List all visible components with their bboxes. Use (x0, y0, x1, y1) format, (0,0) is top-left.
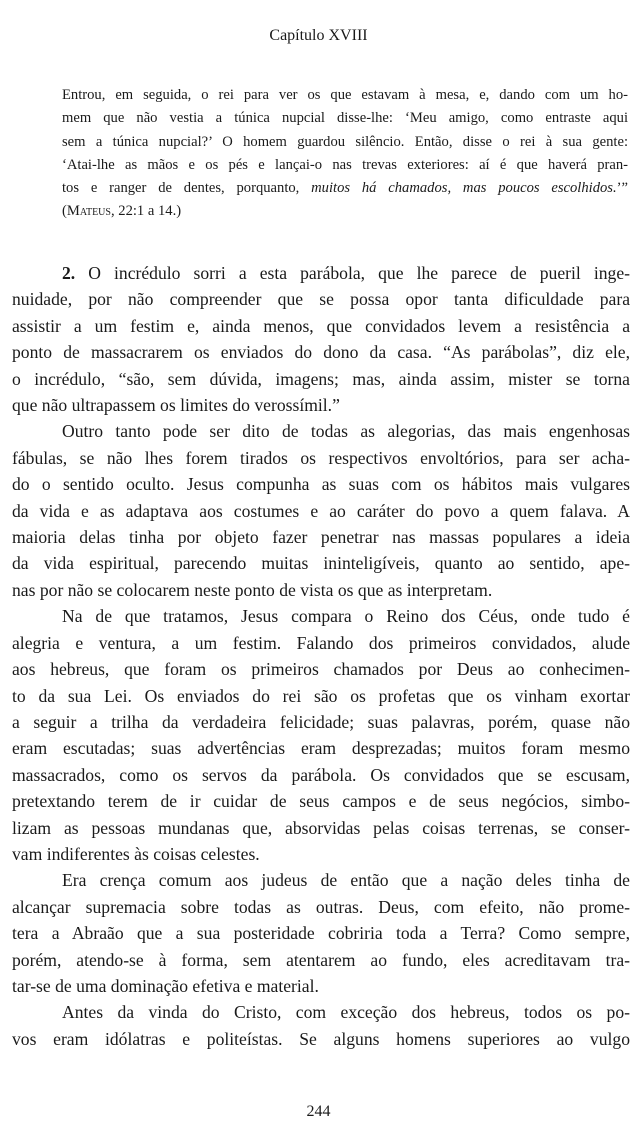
paragraph-number: 2. (62, 263, 76, 283)
paragraph-5-line: Era crença comum aos judeus de então que a nação deles tinha de (62, 870, 630, 891)
paragraph-4-line: lizam as pessoas mundanas que, absorvidas pelas coisas terrenas, se conser- (12, 817, 630, 838)
paragraph-text: O incrédulo sorri a esta parábola, que lhe parece de pueril inge- (75, 263, 630, 283)
paragraph-3-line: do o sentido oculto. Jesus compunha as suas com os hábitos mais vulgares (12, 474, 630, 495)
paragraph-3-line: nas por não se colocarem neste ponto de vista os que as interpretam. (12, 579, 493, 600)
paragraph-4-line: alegria e ventura, a um festim. Falando dos primeiros convidados, alude (12, 632, 630, 653)
body-text (12, 260, 630, 1052)
quote-reference (62, 200, 628, 223)
reference-book: Mateus (66, 203, 111, 220)
paragraph-4-line: massacrados, como os servos da parábola. Os convidados que se escusam, (12, 764, 630, 785)
paragraph-2-line: que não ultrapassem os limites do verossímil.” (12, 395, 340, 416)
paragraph-3-line: maioria delas tinha por objeto fazer penetrar nas massas populares a ideia (12, 527, 630, 548)
paragraph-5-line: alcançar supremacia sobre todas as outras. Deus, com efeito, não prome- (12, 896, 630, 917)
paragraph-4-line: a seguir a trilha da verdadeira felicidade; suas palavras, porém, quase não (12, 711, 630, 732)
quote-line: ‘Atai-lhe as mãos e os pés e lançai-o nas trevas exteriores: aí é que haverá pran- (62, 156, 628, 173)
quote-closing-marks: ’” (616, 180, 628, 197)
paragraph-4-line: pretextando terem de ir cuidar de seus campos e de seus negócios, simbo- (12, 791, 630, 812)
paragraph-2-line: nuidade, por não compreender que se possa opor tanta dificuldade para (12, 289, 630, 310)
paragraph-3-line: da vida espiritual, parecendo muitas ininteligíveis, quanto ao sentido, ape- (12, 553, 630, 574)
paragraph-3-line: fábulas, se não lhes forem tirados os respectivos envoltórios, para ser acha- (12, 447, 630, 468)
paragraph-4-line: vam indiferentes às coisas celestes. (12, 843, 260, 864)
paragraph-5-line: porém, atendo-se à forma, sem atentarem ao fundo, eles acreditavam tra- (12, 949, 630, 970)
quote-line-text: tos e ranger de dentes, porquanto, (62, 180, 312, 197)
paragraph-2-line (12, 260, 630, 286)
paragraph-5-line: tar-se de uma dominação efetiva e material. (12, 975, 319, 996)
quote-line: Entrou, em seguida, o rei para ver os que estavam à mesa, e, dando com um ho- (62, 87, 628, 103)
paragraph-2-line: assistir a um festim e, ainda menos, que convidados levem a resistência a (12, 315, 630, 336)
quote-line: sem a túnica nupcial?’ O homem guardou silêncio. Então, disse o rei à sua gente: (62, 133, 628, 150)
paragraph-4-line: to da sua Lei. Os enviados do rei são os profetas que os vinham exortar (12, 685, 630, 706)
paragraph-5-line: tera a Abraão que a sua posteridade cobriria toda a Terra? Como sempre, (12, 923, 630, 944)
paragraph-4-line: Na de que tratamos, Jesus compara o Reino dos Céus, onde tudo é (62, 606, 630, 627)
scripture-quote (62, 84, 628, 224)
quote-italic-phrase: muitos há chamados, mas poucos escolhidos. (311, 180, 617, 197)
quote-line (62, 177, 628, 200)
chapter-heading: Capítulo XVIII (269, 27, 368, 44)
paragraph-4-line: eram escutadas; suas advertências eram desprezadas; muitos foram mesmo (12, 738, 630, 759)
reference-open-paren: ( (62, 203, 67, 220)
paragraph-4-line: aos hebreus, que foram os primeiros chamados por Deus ao conhecimen- (12, 659, 630, 680)
paragraph-3-line: Outro tanto pode ser dito de todas as alegorias, das mais engenhosas (62, 421, 630, 442)
paragraph-2-line: o incrédulo, “são, sem dúvida, imagens; mas, ainda assim, mister se torna (12, 368, 630, 389)
paragraph-2-line: ponto de massacrarem os enviados do dono da casa. “As parábolas”, diz ele, (12, 342, 630, 363)
reference-verses: , 22:1 a 14.) (110, 203, 182, 220)
quote-line: mem que não vestia a túnica nupcial disse-lhe: ‘Meu amigo, como entraste aqui (62, 110, 628, 127)
paragraph-6-line: Antes da vinda do Cristo, com exceção dos hebreus, todos os po- (62, 1002, 630, 1023)
paragraph-6-line: vos eram idólatras e politeístas. Se alguns homens superiores ao vulgo (12, 1028, 630, 1049)
paragraph-3-line: da vida e as adaptava aos costumes e ao caráter do povo a quem falava. A (12, 500, 630, 521)
page-number: 244 (306, 1103, 331, 1120)
